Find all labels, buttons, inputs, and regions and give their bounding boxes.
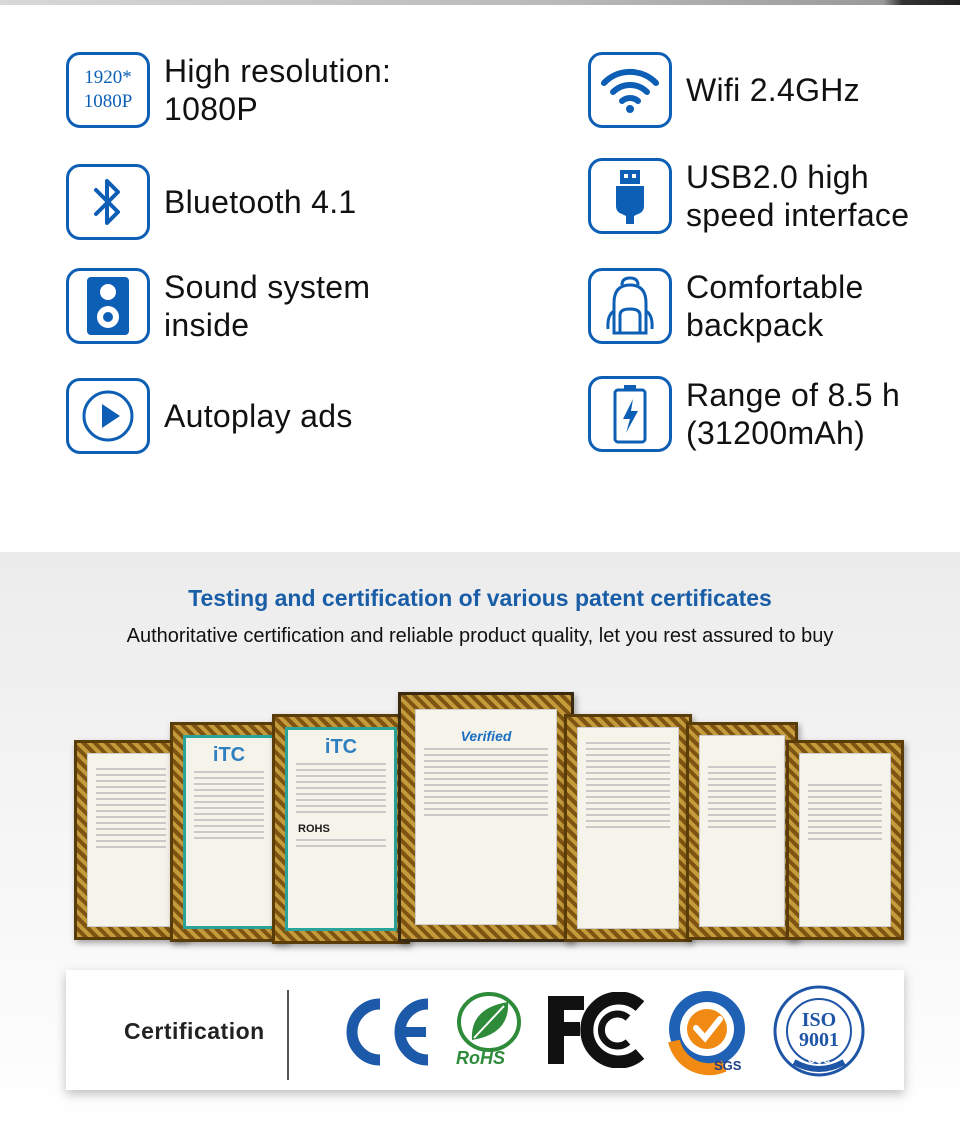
feature-autoplay xyxy=(66,378,353,454)
feature-bluetooth-line-1: Bluetooth 4.1 xyxy=(164,184,357,220)
certification-logo-bar xyxy=(66,970,904,1090)
feature-backpack-line-1: Comfortable xyxy=(686,269,864,305)
iso-logo-line-1: ISO xyxy=(801,1009,837,1031)
backpack-icon xyxy=(588,268,672,344)
resolution-icon-line-2: 1080P xyxy=(83,91,133,112)
itc-emc-heading: iTC xyxy=(212,744,246,766)
feature-usb-line-1: USB2.0 high xyxy=(686,159,869,195)
certification-section xyxy=(0,552,960,1139)
resolution-icon-line-1: 1920* xyxy=(84,67,132,88)
ce-logo xyxy=(342,996,432,1068)
usb-icon xyxy=(588,158,672,234)
itc-compliance-heading: iTC xyxy=(324,736,358,758)
feature-resolution xyxy=(66,52,391,128)
feature-autoplay-line-1: Autoplay ads xyxy=(164,398,353,434)
sgs-logo-text: SGS xyxy=(714,1058,742,1073)
feature-sound-line-1: Sound system xyxy=(164,269,371,305)
fc-logo xyxy=(544,992,644,1068)
kc-certificate xyxy=(564,714,692,942)
feature-usb-line-2: speed interface xyxy=(686,197,910,233)
iso-9001-logo xyxy=(772,984,866,1078)
feature-sound-line-2: inside xyxy=(164,307,250,343)
feature-sound xyxy=(66,268,370,344)
iso-logo-line-2: 9001 xyxy=(799,1029,839,1051)
itc-emc-certificate xyxy=(170,722,288,942)
play-icon xyxy=(66,378,150,454)
certificate-gallery xyxy=(0,692,960,942)
certification-label: Certification xyxy=(124,1018,265,1044)
management-certificate xyxy=(786,740,904,940)
verified-heading: Verified xyxy=(460,728,512,744)
feature-bluetooth xyxy=(66,164,357,240)
rohs-logo-text: RoHS xyxy=(456,1048,505,1068)
itc-compliance-certificate xyxy=(272,714,410,944)
verified-certificate xyxy=(398,692,574,942)
feature-wifi xyxy=(588,52,860,128)
speaker-icon xyxy=(66,268,150,344)
certification-title: Testing and certification of various patent certificates xyxy=(188,585,772,611)
itc-compliance-rohs-text: ROHS xyxy=(298,823,330,835)
feature-resolution-line-2: 1080P xyxy=(164,91,259,127)
feature-battery-line-2: (31200mAh) xyxy=(686,415,866,451)
rohs-logo xyxy=(452,990,526,1074)
feature-list xyxy=(0,40,960,480)
certification-divider xyxy=(287,990,289,1080)
battery-icon xyxy=(588,376,672,452)
feature-resolution-line-1: High resolution: xyxy=(164,53,392,89)
certification-subtitle: Authoritative certification and reliable product quality, let you rest assured to buy xyxy=(126,625,834,647)
top-banner-strip xyxy=(0,0,960,5)
feature-wifi-line-1: Wifi 2.4GHz xyxy=(686,72,860,108)
feature-battery xyxy=(588,376,900,452)
feature-usb xyxy=(588,158,909,234)
feature-backpack-line-2: backpack xyxy=(686,307,824,343)
bluetooth-icon xyxy=(66,164,150,240)
sgs-logo xyxy=(664,986,750,1076)
wifi-icon xyxy=(588,52,672,128)
feature-battery-line-1: Range of 8.5 h xyxy=(686,377,901,413)
approval-certificate xyxy=(686,722,798,940)
resolution-icon xyxy=(66,52,150,128)
feature-backpack xyxy=(588,268,864,344)
iso-logo-bottom: CQC xyxy=(807,1055,831,1066)
